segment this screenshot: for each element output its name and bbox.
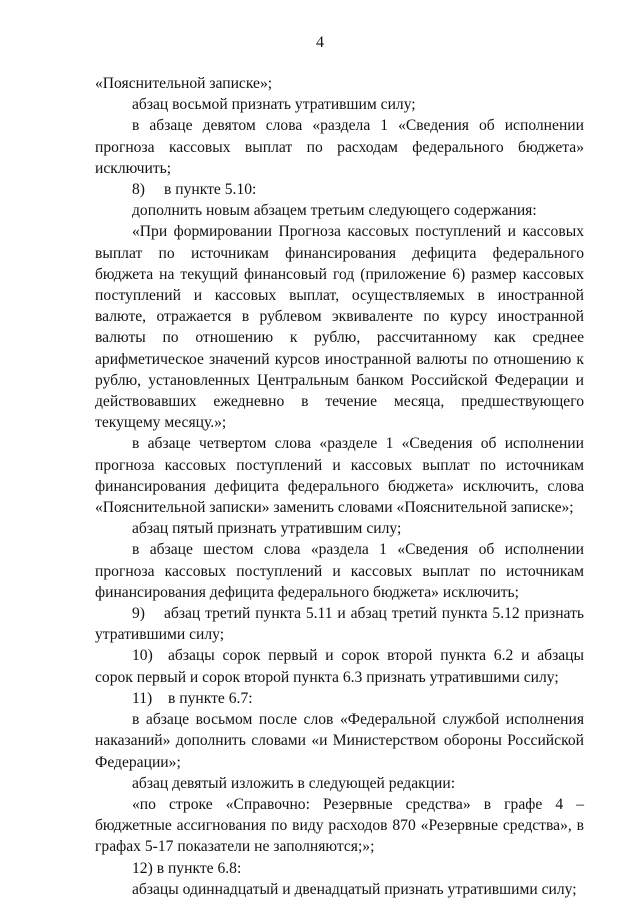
- item-number: 8): [132, 181, 145, 199]
- list-item: [95, 858, 584, 879]
- item-text: абзацы сорок первый и сорок второй пункта 6.2 и абзацы сорок первый и сорок второй пункта 6.3 признать утратившими силу;: [95, 647, 584, 686]
- item-text: в пункте 6.8:: [156, 859, 242, 877]
- item-number: 9): [132, 605, 145, 623]
- paragraph: абзац девятый изложить в следующей редакции:: [132, 774, 456, 792]
- item-text: абзац третий пункта 5.11 и абзац третий пункта 5.12 признать утратившими силу;: [95, 605, 584, 644]
- paragraph: абзац восьмой признать утратившим силу;: [132, 96, 416, 114]
- item-number: 11): [132, 689, 153, 707]
- item-text: в пункте 6.7:: [168, 689, 253, 707]
- list-item: [95, 603, 584, 645]
- paragraph: в абзаце четвертом слова «разделе 1 «Сведения об исполнении прогноза кассовых поступлений и кассовых выплат по источникам финансирования дефицита федерального бюджета» исключить, слова «Пояснительной записки» заменить словами «Пояснительной записке»;: [95, 435, 584, 517]
- page-number: 4: [316, 34, 324, 51]
- paragraph: «Пояснительной записке»;: [95, 75, 273, 92]
- item-text: в пункте 5.10:: [164, 181, 257, 199]
- paragraph: в абзаце шестом слова «раздела 1 «Сведения об исполнении прогноза кассовых поступлений и кассовых выплат по источникам финансирования дефицита федерального бюджета» исключить;: [95, 541, 584, 601]
- paragraph: дополнить новым абзацем третьим следующего содержания:: [132, 202, 537, 220]
- quoted-paragraph: «При формировании Прогноза кассовых поступлений и кассовых выплат по источникам финансирования дефицита федерального бюджета на текущий финансовый год (приложение 6) размер кассовых поступлений и кассовых выплат, осуществляемых в иностранной валюте, отражается в рублевом эквиваленте по курсу иностранной валюты по отношению к рублю, рассчитанному как среднее арифметическое значений курсов иностранной валюты по отношению к рублю, установленных Центральным банком Российской Федерации и действовавших ежедневно в течение месяца, предшествующего текущему месяцу.»;: [95, 223, 584, 432]
- item-number: 12): [132, 859, 153, 877]
- paragraph: в абзаце девятом слова «раздела 1 «Сведения об исполнении прогноза кассовых выплат по расходам федерального бюджета» исключить;: [95, 117, 584, 177]
- list-item: [95, 688, 584, 709]
- document-body: [95, 73, 584, 900]
- paragraph: абзац пятый признать утратившим силу;: [132, 520, 402, 538]
- list-item: [95, 179, 584, 200]
- quoted-paragraph: «по строке «Справочно: Резервные средства» в графе 4 – бюджетные ассигнования по виду расходов 870 «Резервные средства», в графах 5-17 показатели не заполняются;»;: [95, 795, 584, 856]
- paragraph: в абзаце восьмом после слов «Федеральной службой исполнения наказаний» дополнить словами «и Министерством обороны Российской Федерации»;: [95, 711, 584, 771]
- list-item: [95, 645, 584, 687]
- paragraph: абзацы одиннадцатый и двенадцатый признать утратившими силу;: [132, 880, 577, 898]
- item-number: 10): [132, 647, 153, 665]
